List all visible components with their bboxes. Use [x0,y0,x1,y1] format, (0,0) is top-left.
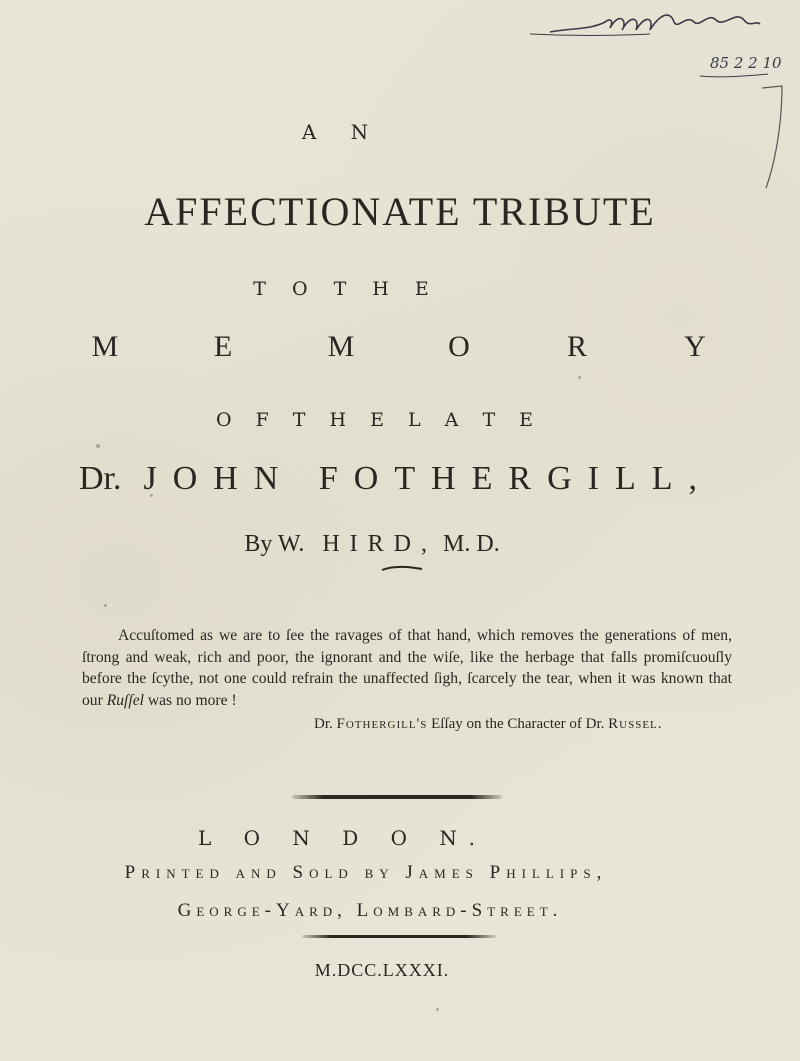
paper-speck [150,494,153,497]
page-title: AFFECTIONATE TRIBUTE [144,189,656,234]
divider-rule-lower [302,935,496,938]
title-line-an: A N [301,120,383,144]
paper-speck [96,444,100,448]
epigraph-italic-name: Ruſſel [106,691,144,709]
pencil-mark-icon [760,84,790,194]
title-line-memory [0,330,800,364]
epigraph-quote [82,625,732,711]
memory-letter: E [213,330,233,363]
epigraph-text: Accuſtomed as we are to ſee the ravages of that hand, which removes the generations of men, ſtrong and weak, rich and poor, the ignorant and the wiſe, like the herbage that falls promiſcuouſly before the ſcythe, not one could refrain the unaffected ſigh, ſcarcely the tear, when it was known that our [82,627,732,709]
attribution-middle: Eſſay on the Character of Dr. [431,716,605,732]
subject-full-name: JOHN FOTHERGILL, [143,460,714,497]
handwritten-annotation [510,0,782,80]
annotation-text: Wellcome [630,26,635,27]
attribution-author: Fothergill's [336,716,428,732]
memory-letter: R [566,330,587,363]
imprint-date: M.DCC.LXXXI. [314,960,450,980]
attribution-subject: Russel. [608,716,663,732]
paper-speck [578,376,581,379]
memory-letter: M [327,330,355,363]
paper-speck [104,604,107,607]
attribution-prefix: Dr. [314,716,333,732]
ornament-flourish-icon [378,564,428,574]
subject-name [0,460,796,498]
author-name: HIRD, [322,531,438,557]
title-line-of-the-late: O F T H E L A T E [215,409,543,431]
author-line [0,531,772,558]
epigraph-text-end: was no more ! [147,691,237,709]
name-prefix: Dr. [78,460,122,497]
shelfmark-text: 85 2 2 10 [710,54,782,72]
memory-letter: M [91,330,119,363]
paper-speck [436,1008,439,1011]
epigraph-attribution [314,716,663,733]
memory-letter: Y [684,330,706,363]
title-line-to-the: T O T H E [253,278,439,300]
author-degree: M. D. [443,531,500,557]
memory-letter: O [448,330,470,363]
imprint-printer: Printed and Sold by James Phillips, [124,862,608,883]
by-label: By W. [244,531,305,557]
imprint-city: L O N D O N. [198,826,488,850]
divider-rule [292,795,502,799]
imprint-address: George-Yard, Lombard-Street. [177,900,563,921]
